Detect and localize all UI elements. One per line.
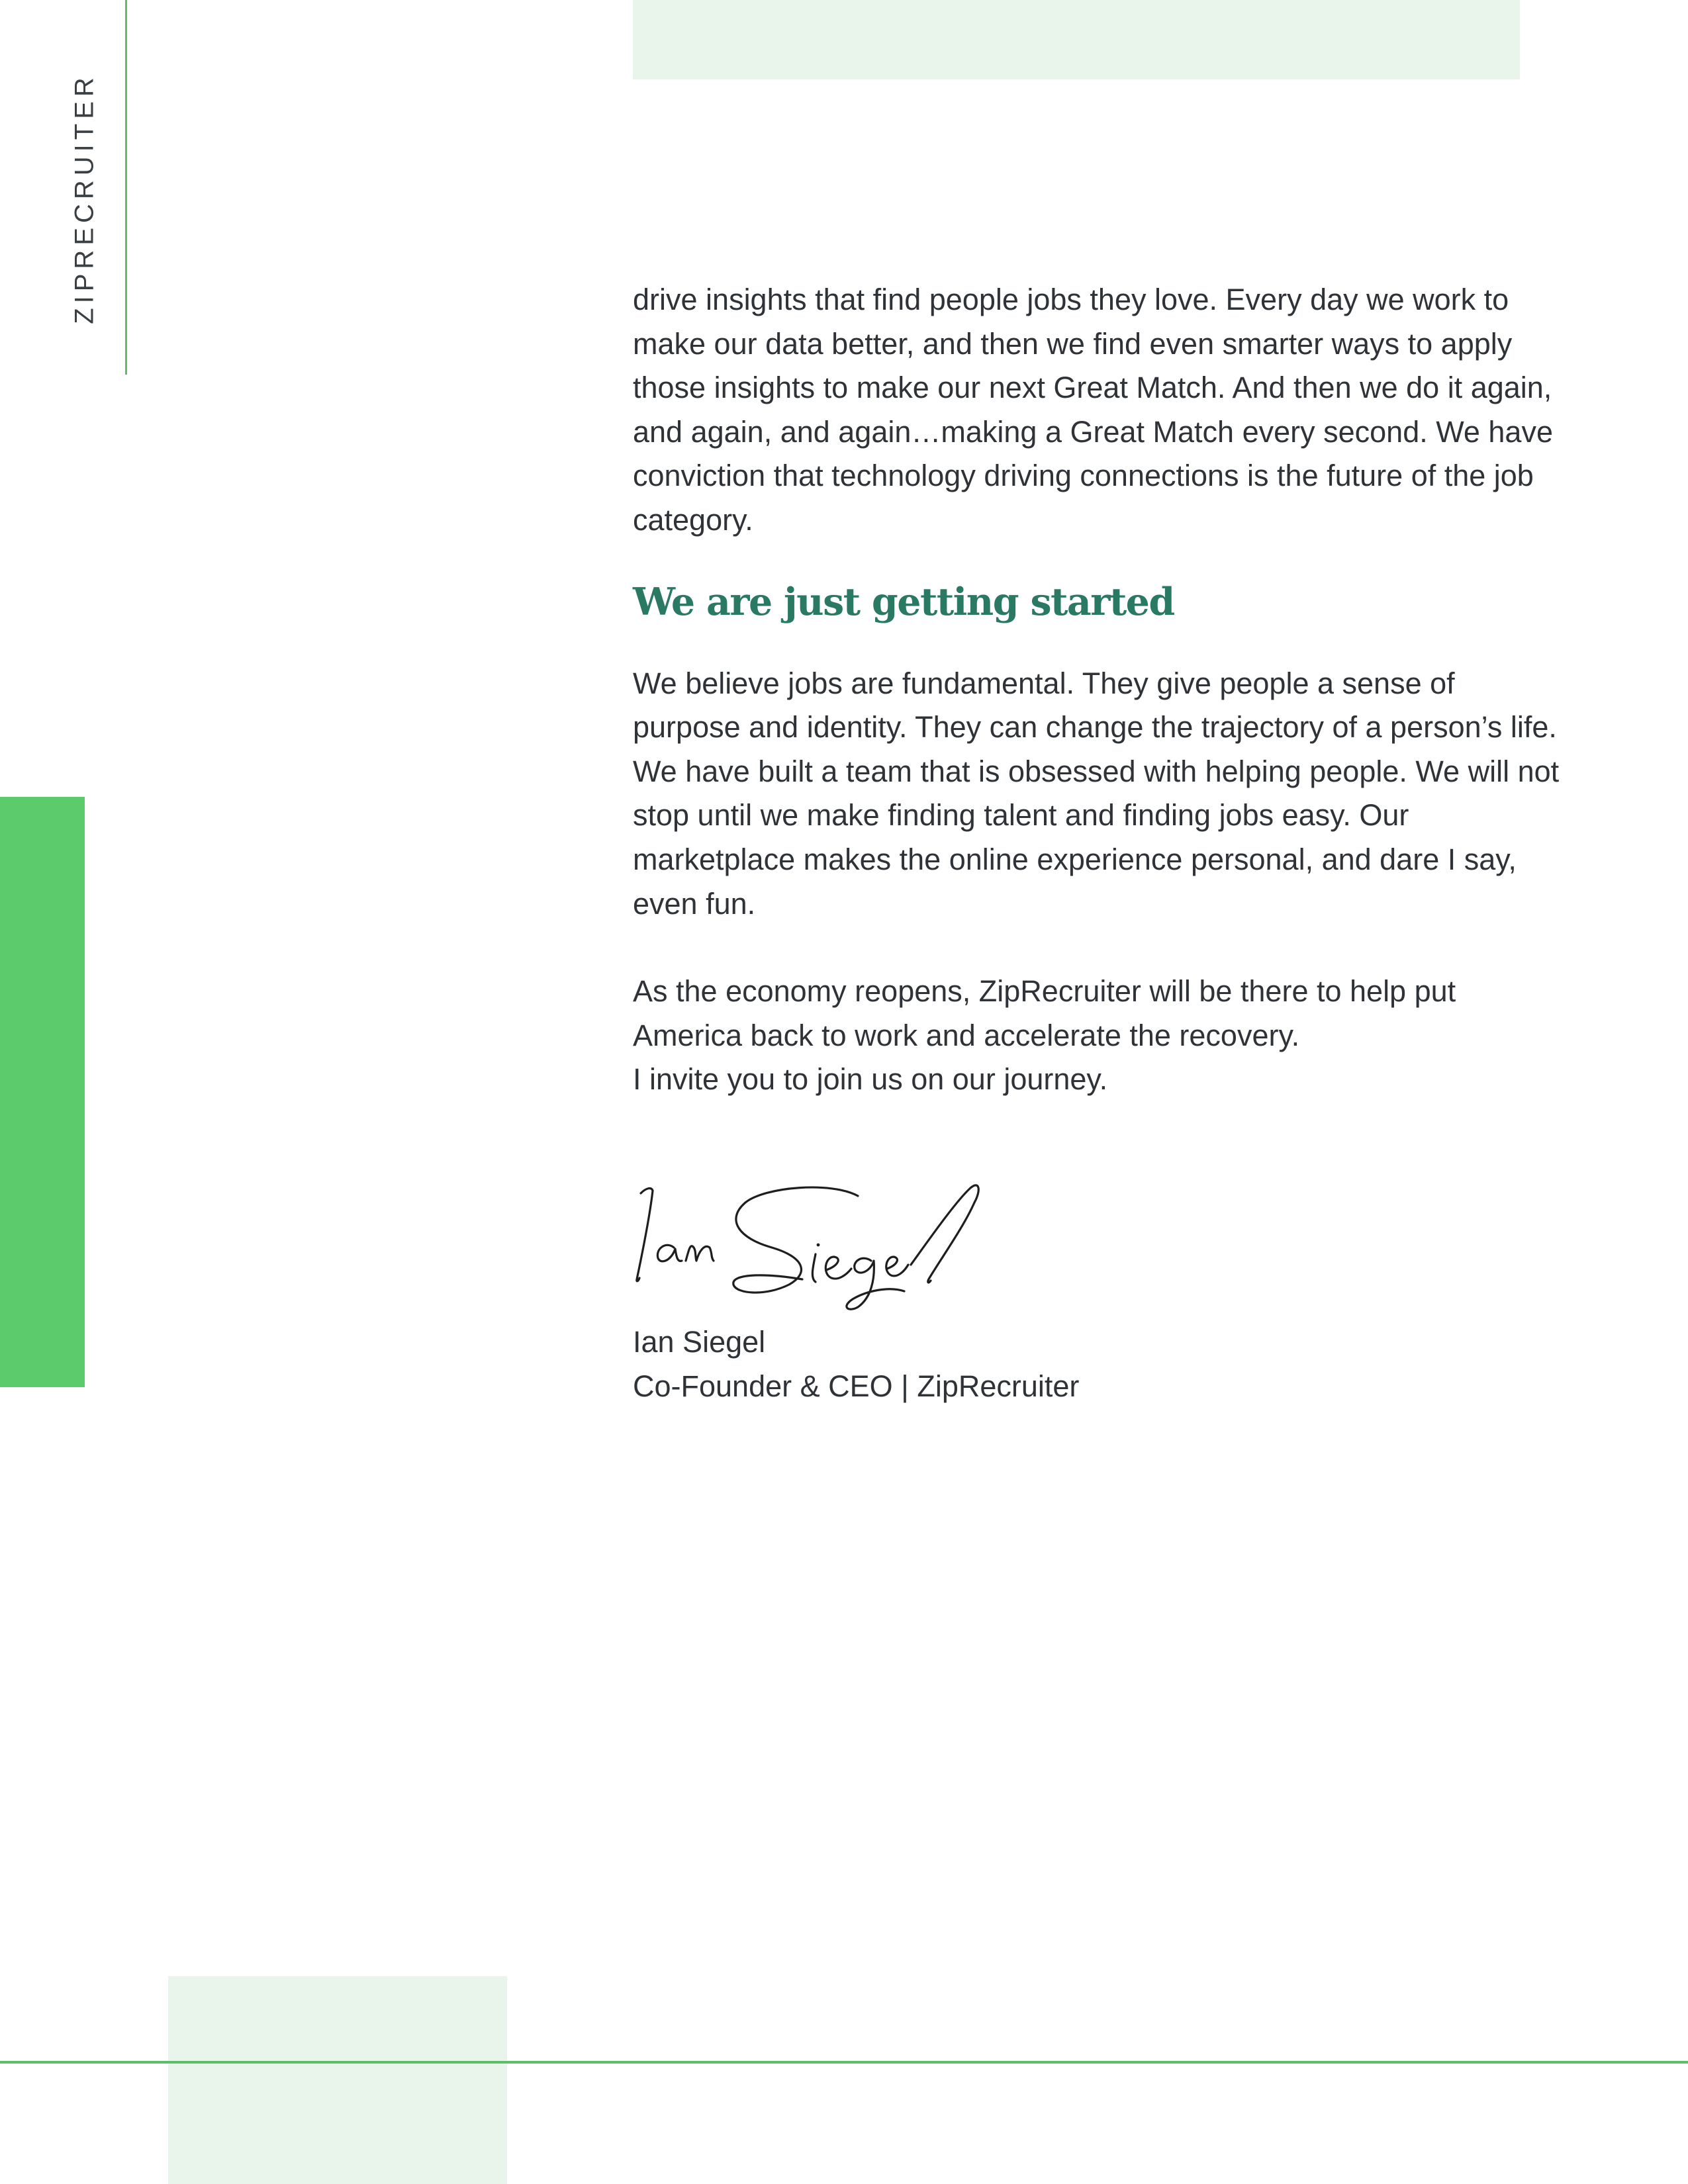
footer-rule	[0, 2061, 1688, 2064]
brand-label: ZIPRECRUITER	[70, 73, 99, 324]
paragraph-purpose: We believe jobs are fundamental. They give people a sense of purpose and identity. They can change the trajectory of a person’s life. We have built a team that is obsessed with helping people. We will not stop until we make finding talent and finding jobs easy. Our marketplace makes the online experience personal, and dare I say, even fun.	[633, 666, 1560, 921]
signer-title: Co-Founder & CEO | ZipRecruiter	[633, 1369, 1080, 1403]
top-decorative-block	[633, 0, 1520, 79]
bottom-decorative-block	[168, 1976, 507, 2184]
intro-paragraph: drive insights that find people jobs they love. Every day we work to make our data better, and then we find even smarter ways to apply those insights to make our next Great Match. And then we do it again, and again, and again…making a Great Match every second. We have conviction that technology driving connections is the future of the job category.	[633, 283, 1553, 537]
letter-body	[633, 278, 1560, 1408]
paragraph-economy: As the economy reopens, ZipRecruiter will be there to help put America back to work and accelerate the recovery.	[633, 974, 1456, 1052]
paragraph-invitation: I invite you to join us on our journey.	[633, 1062, 1108, 1097]
signer-block	[633, 1320, 1560, 1408]
closing-block	[633, 970, 1560, 1102]
left-accent-block	[0, 797, 85, 1387]
vertical-rule	[125, 0, 127, 375]
signature-image	[633, 1161, 1004, 1320]
signer-name: Ian Siegel	[633, 1324, 766, 1359]
section-heading: We are just getting started	[633, 579, 1174, 624]
